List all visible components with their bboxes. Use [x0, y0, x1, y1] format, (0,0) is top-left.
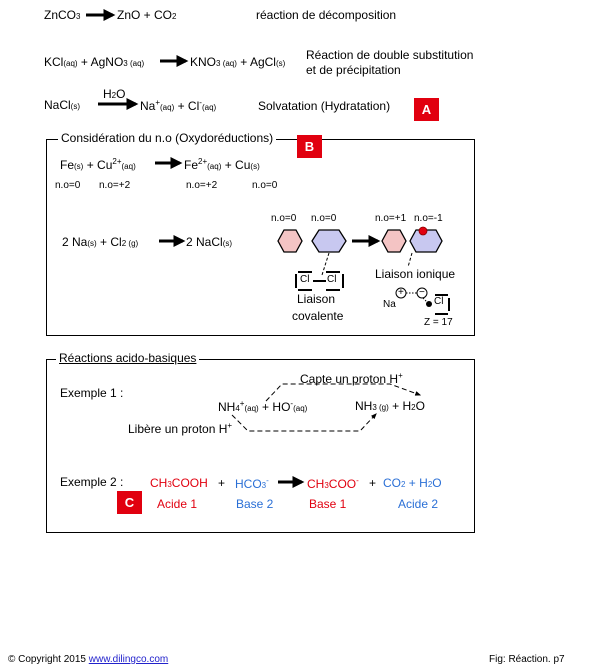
- no-label-2: n.o=+2: [99, 180, 131, 191]
- hco3-sub: 3: [261, 481, 267, 490]
- kno-text: KNO: [190, 55, 217, 69]
- sub-2: 2: [172, 12, 177, 21]
- sup-fe-2plus: 2+: [198, 157, 208, 166]
- sub-3aq: 3 (aq): [123, 59, 145, 68]
- reaction-2-label-1: Réaction de double substitution: [306, 48, 474, 62]
- o-text: O: [116, 87, 126, 101]
- badge-b: B: [297, 135, 322, 158]
- coo-sup: -: [356, 476, 359, 485]
- sub-2-h2o: 2: [111, 91, 117, 100]
- diagram-no-4: n.o=-1: [414, 213, 443, 224]
- footer-fig: Fig: Réaction. p7: [489, 654, 565, 665]
- sub-cu-aq: (aq): [121, 162, 136, 171]
- nh4-sub: 4: [235, 404, 240, 413]
- reaction-1-label: réaction de décomposition: [256, 8, 397, 22]
- ex2-plus-1: +: [218, 476, 226, 490]
- cl-text: + Cl: [177, 99, 200, 113]
- nacl-text: NaCl: [44, 98, 71, 112]
- ex1-label: Exemple 1 :: [60, 386, 124, 400]
- footer-link[interactable]: www.dilingco.com: [88, 654, 169, 665]
- zn-co-text: ZnCO: [44, 8, 77, 22]
- ch-b: CH: [307, 477, 325, 491]
- sub-s-2: (s): [70, 102, 80, 111]
- no-label-3: n.o=+2: [186, 180, 218, 191]
- no-label-1: n.o=0: [55, 180, 81, 191]
- sup-plus: +: [155, 98, 161, 107]
- sub-3aq-2: 3 (aq): [216, 59, 237, 68]
- hco3-sup: -: [266, 476, 269, 485]
- capte-arrow: [266, 384, 420, 401]
- 2nacl-text: 2 NaCl: [186, 235, 223, 249]
- ex1-plus-1: +: [262, 400, 270, 414]
- badge-c: C: [117, 491, 142, 514]
- plus-circle: [396, 288, 406, 298]
- sub-aq-na: (aq): [160, 103, 175, 112]
- role-acide-2: Acide 2: [398, 497, 439, 511]
- libere-arrow: [232, 414, 376, 431]
- hexagon-na: [278, 230, 302, 252]
- plus-circle-sign: +: [398, 287, 404, 298]
- liaison-covalente-1: Liaison: [297, 292, 336, 306]
- na-text: Na: [140, 99, 156, 113]
- liaison-covalente-2: covalente: [292, 309, 344, 323]
- fe-text: Fe: [60, 158, 75, 172]
- copyright-text: © Copyright 2015: [8, 654, 89, 665]
- sub-cu-s: (s): [250, 162, 260, 171]
- nh4-sup: +: [239, 399, 245, 408]
- agno-text: + AgNO: [80, 55, 124, 69]
- nh3-text: NH: [355, 399, 373, 413]
- nh4-phase: (aq): [244, 404, 259, 413]
- plus-text: +: [100, 235, 108, 249]
- sub-aq-cl: (aq): [201, 103, 217, 112]
- diagram-no-2: n.o=0: [311, 213, 337, 224]
- role-base-1: Base 1: [309, 497, 347, 511]
- h2o-o-2: O: [432, 476, 442, 490]
- cooh-text: COOH: [171, 476, 208, 490]
- sub-cl2-g: 2 (g): [121, 239, 139, 248]
- cov-cl-1: Cl: [300, 274, 310, 285]
- hco-text: HCO: [235, 477, 262, 491]
- kcl-text: KCl: [44, 55, 64, 69]
- pointer-ionic: [408, 253, 412, 267]
- cu-text: + Cu: [86, 158, 113, 172]
- ex1-plus-2: +: [392, 399, 400, 413]
- diagram-no-1: n.o=0: [271, 213, 297, 224]
- co2-sub: 2: [401, 480, 406, 489]
- sub-3: 3: [76, 12, 81, 21]
- electron-dot-black: [426, 301, 432, 307]
- sub-fe-s: (s): [74, 162, 84, 171]
- role-acide-1: Acide 1: [157, 497, 198, 511]
- na-ion-label: Na: [383, 299, 396, 310]
- cu2-text: + Cu: [224, 158, 251, 172]
- lewis-cl-minus: [435, 295, 449, 314]
- ho-sub: (aq): [293, 404, 308, 413]
- nh3-sub: 3 (g): [372, 403, 389, 412]
- cl2-text: Cl: [110, 235, 122, 249]
- sub-na-s: (s): [87, 239, 97, 248]
- z-label: Z = 17: [424, 317, 453, 328]
- badge-a: A: [414, 98, 439, 121]
- coo-text: COO: [328, 477, 357, 491]
- ch-sub: 3: [167, 480, 172, 489]
- diagram-no-3: n.o=+1: [375, 213, 407, 224]
- electron-dot-red: [419, 227, 427, 235]
- sup-2plus: 2+: [112, 157, 122, 166]
- h2o-h: H: [402, 399, 412, 413]
- lewis-cl2: [296, 272, 343, 290]
- cov-cl-2: Cl: [327, 274, 337, 285]
- nh-text: NH: [218, 400, 236, 414]
- ch-a: CH: [150, 476, 168, 490]
- reaction-2-label-2: et de précipitation: [306, 63, 401, 77]
- ho-sup: -: [290, 399, 294, 408]
- zno-co-text: ZnO + CO: [117, 8, 173, 22]
- agcl-text: + AgCl: [240, 55, 276, 69]
- h2o-sub-2: 2: [427, 480, 433, 489]
- hexagon-cl2: [312, 230, 346, 252]
- cl-ion-label: Cl: [434, 296, 444, 307]
- h2o-sub: 2: [411, 403, 416, 412]
- capte-sup: +: [398, 371, 403, 380]
- role-base-2: Base 2: [236, 497, 274, 511]
- sub-s: (s): [275, 59, 286, 68]
- h2o-o: O: [415, 399, 425, 413]
- hexagon-na-plus: [382, 230, 406, 252]
- redox-legend: Considération du n.o (Oxydoréductions): [58, 131, 276, 145]
- libere-text: Libère un proton H: [128, 422, 228, 436]
- ex2-plus-2: +: [369, 476, 377, 490]
- sub-nacl-s: (s): [222, 239, 233, 248]
- minus-circle: [417, 288, 427, 298]
- ex2-label: Exemple 2 :: [60, 475, 124, 489]
- acidbase-legend-text: Réactions acido-basiques: [59, 351, 197, 365]
- plus-h: + H: [408, 476, 428, 490]
- minus-circle-sign: −: [419, 287, 425, 298]
- h-text: H: [103, 87, 112, 101]
- sup-minus: -: [199, 98, 202, 107]
- fe2-text: Fe: [184, 158, 199, 172]
- no-label-4: n.o=0: [252, 180, 278, 191]
- co-text: CO: [383, 476, 401, 490]
- liaison-ionique: Liaison ionique: [375, 267, 456, 281]
- sub-fe-aq: (aq): [207, 162, 222, 171]
- capte-text: Capte un proton H: [300, 372, 399, 386]
- reaction-3-label: Solvatation (Hydratation): [258, 99, 391, 113]
- libere-sup: +: [227, 421, 233, 430]
- ho-text: HO: [272, 400, 291, 414]
- ch-sub-b: 3: [324, 481, 329, 490]
- sub-aq: (aq): [63, 59, 78, 68]
- 2na-text: 2 Na: [62, 235, 88, 249]
